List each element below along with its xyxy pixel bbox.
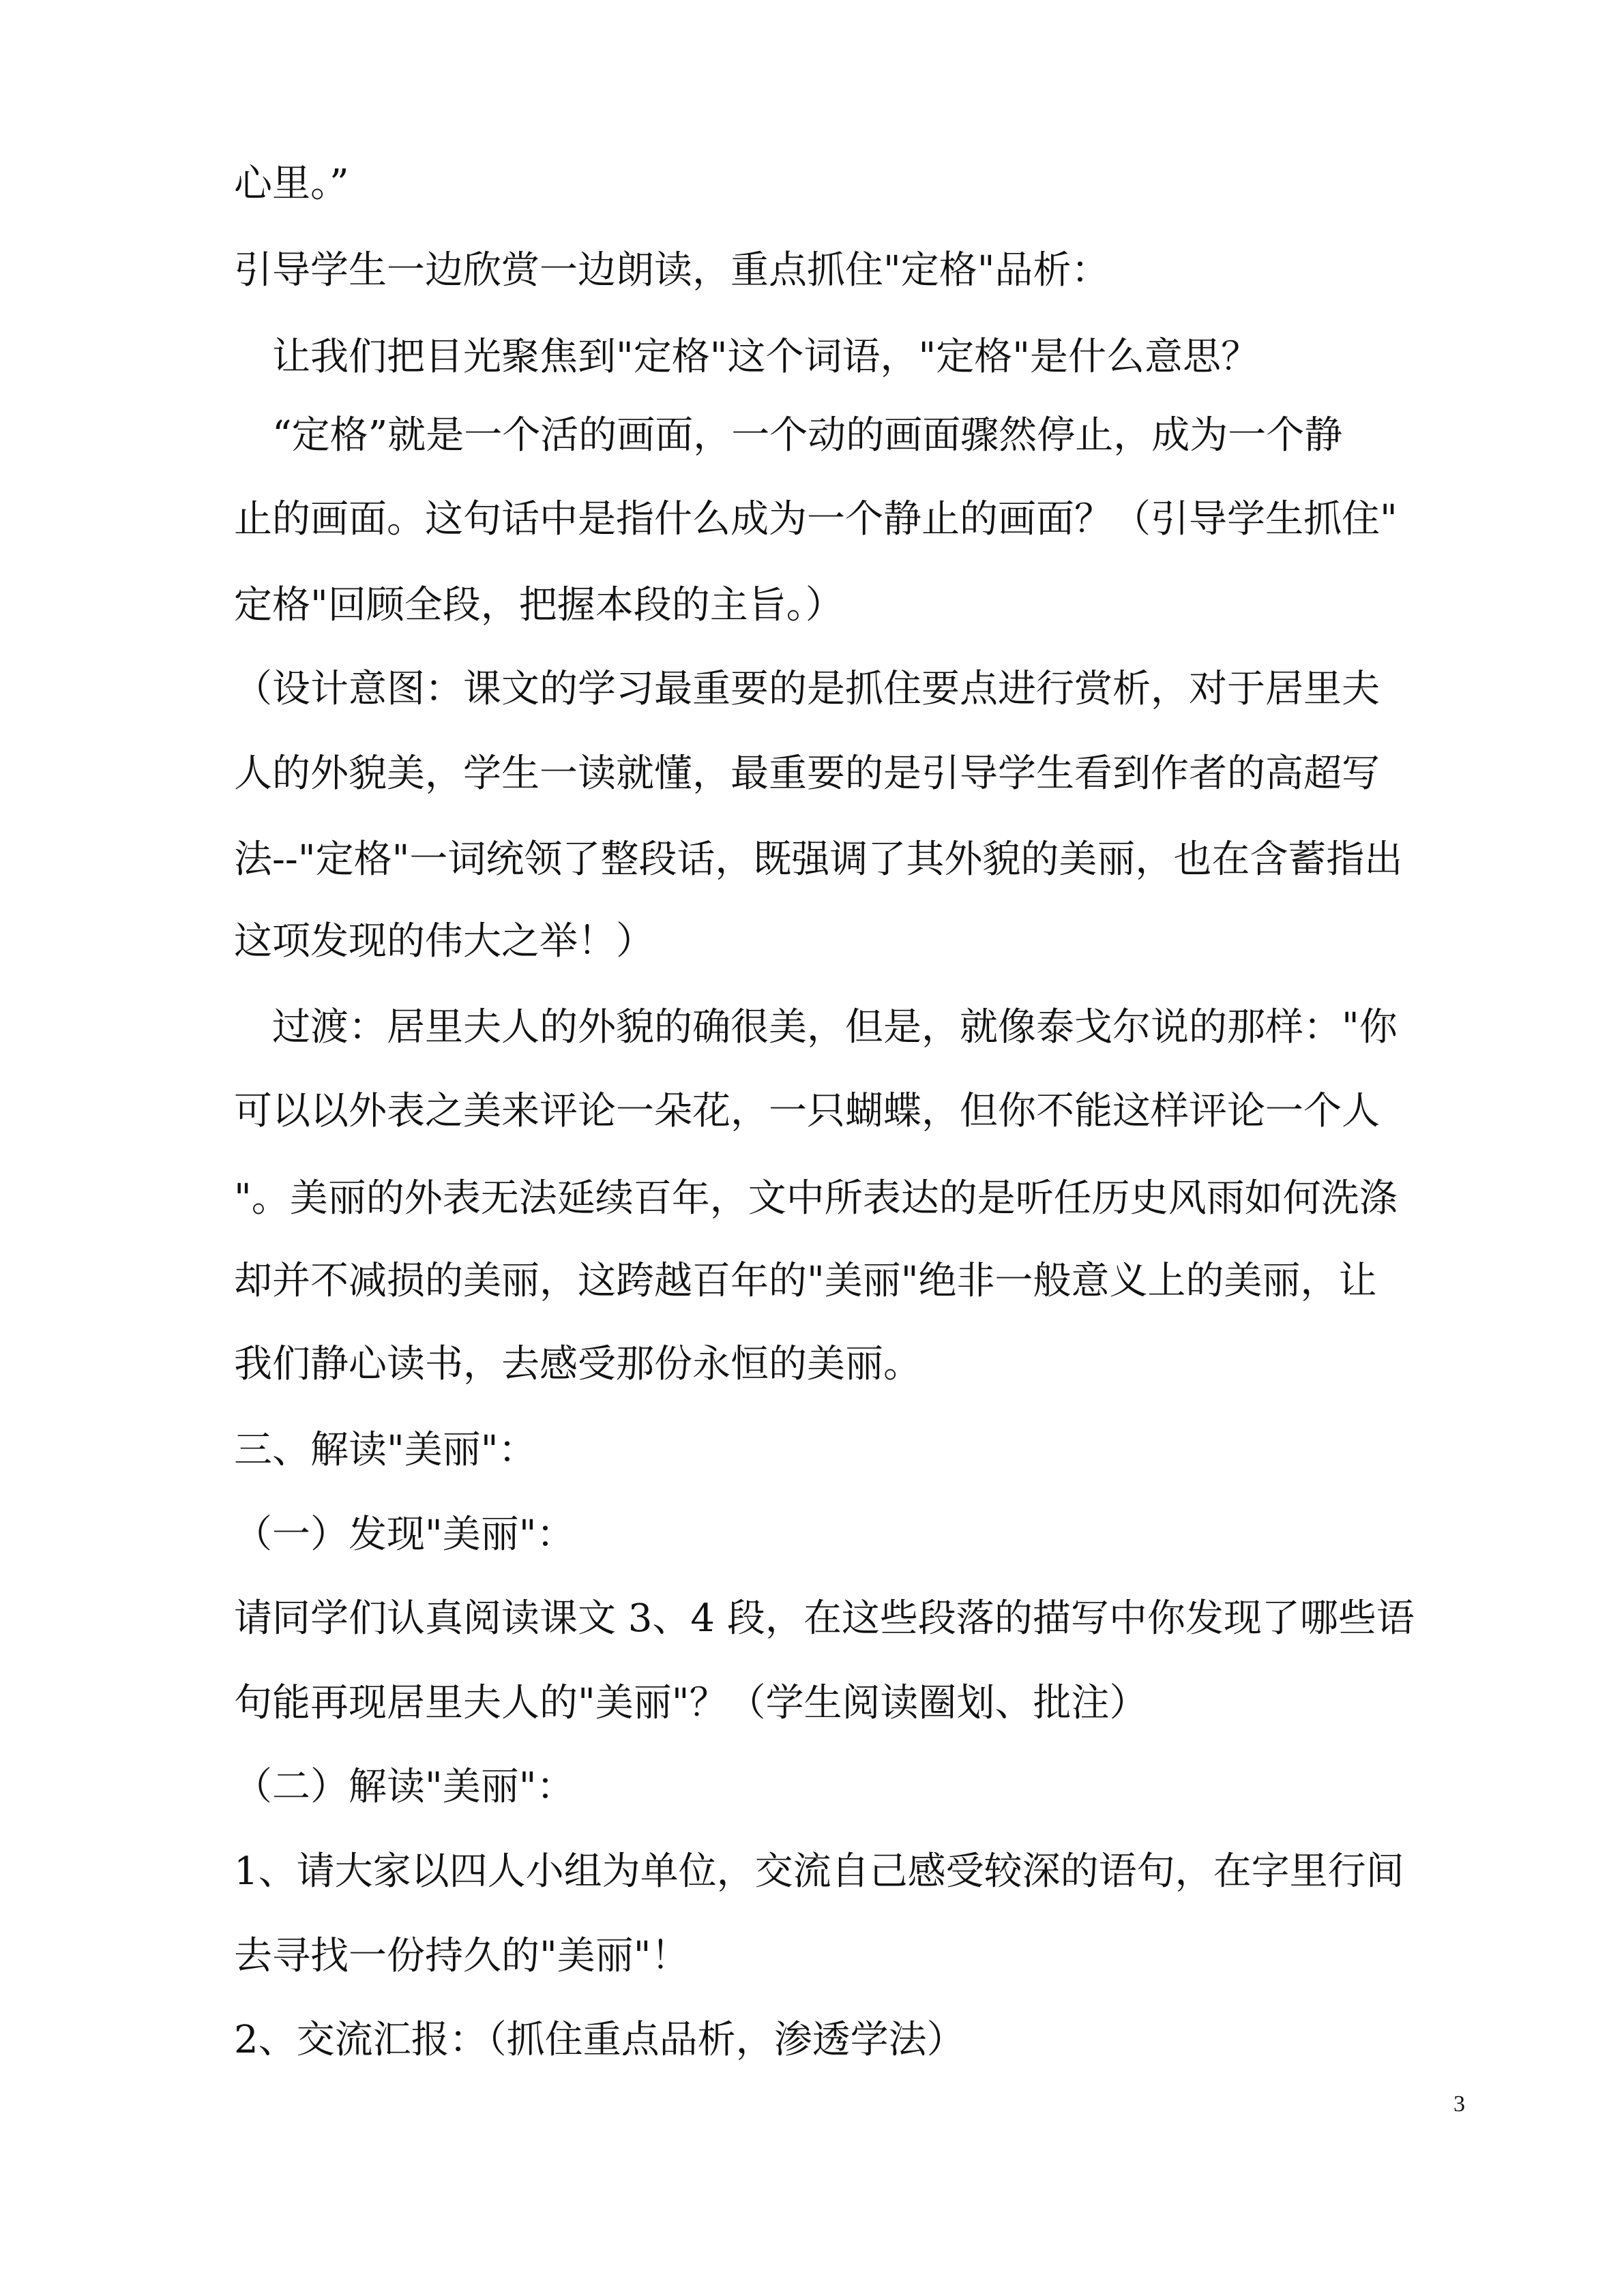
text-line: 请同学们认真阅读课文 3、4 段，在这些段落的描写中你发现了哪些语 [234, 1596, 1415, 1641]
text-line: 心里。” [234, 162, 349, 206]
text-line: 可以以外表之美来评论一朵花，一只蝴蝶，但你不能这样评论一个人 [234, 1089, 1380, 1133]
text-line: 我们静心读书，去感受那份永恒的美丽。 [234, 1342, 921, 1386]
text-line: 引导学生一边欣赏一边朗读，重点抓住"定格"品析： [234, 248, 1110, 293]
text-line: 止的画面。这句话中是指什么成为一个静止的画面？（引导学生抓住" [234, 497, 1398, 541]
text-line: 让我们把目光聚焦到"定格"这个词语，"定格"是什么意思？ [234, 335, 1260, 379]
section-heading: 三、解读"美丽"： [234, 1428, 537, 1472]
text-line: 2、交流汇报：（抓住重点品析，渗透学法） [234, 2018, 965, 2062]
subsection-heading: （一）发现"美丽"： [234, 1512, 575, 1557]
text-line: “定格”就是一个活的画面，一个动的画面骤然停止，成为一个静 [234, 413, 1343, 458]
text-line: 法--"定格"一词统领了整段话，既强调了其外貌的美丽，也在含蓄指出 [234, 837, 1403, 882]
text-line: 却并不减损的美丽，这跨越百年的"美丽"绝非一般意义上的美丽，让 [234, 1259, 1377, 1303]
text-line: 这项发现的伟大之举！） [234, 919, 654, 964]
text-line: （设计意图：课文的学习最重要的是抓住要点进行赏析，对于居里夫 [234, 667, 1380, 711]
text-line: 人的外貌美，学生一读就懂，最重要的是引导学生看到作者的高超写 [234, 751, 1380, 796]
page-number: 3 [1453, 2091, 1465, 2117]
text-line: "。美丽的外表无法延续百年，文中所表达的是听任历史风雨如何洗涤 [234, 1176, 1398, 1221]
text-line: 定格"回顾全段，把握本段的主旨。） [234, 583, 844, 627]
text-line: 1、请大家以四人小组为单位，交流自己感受较深的语句，在字里行间 [234, 1849, 1404, 1894]
text-line: 过渡：居里夫人的外貌的确很美，但是，就像泰戈尔说的那样："你 [234, 1005, 1398, 1049]
subsection-heading: （二）解读"美丽"： [234, 1765, 575, 1809]
text-line: 句能再现居里夫人的"美丽"？（学生阅读圈划、批注） [234, 1681, 1148, 1725]
text-line: 去寻找一份持久的"美丽"！ [234, 1934, 690, 1978]
